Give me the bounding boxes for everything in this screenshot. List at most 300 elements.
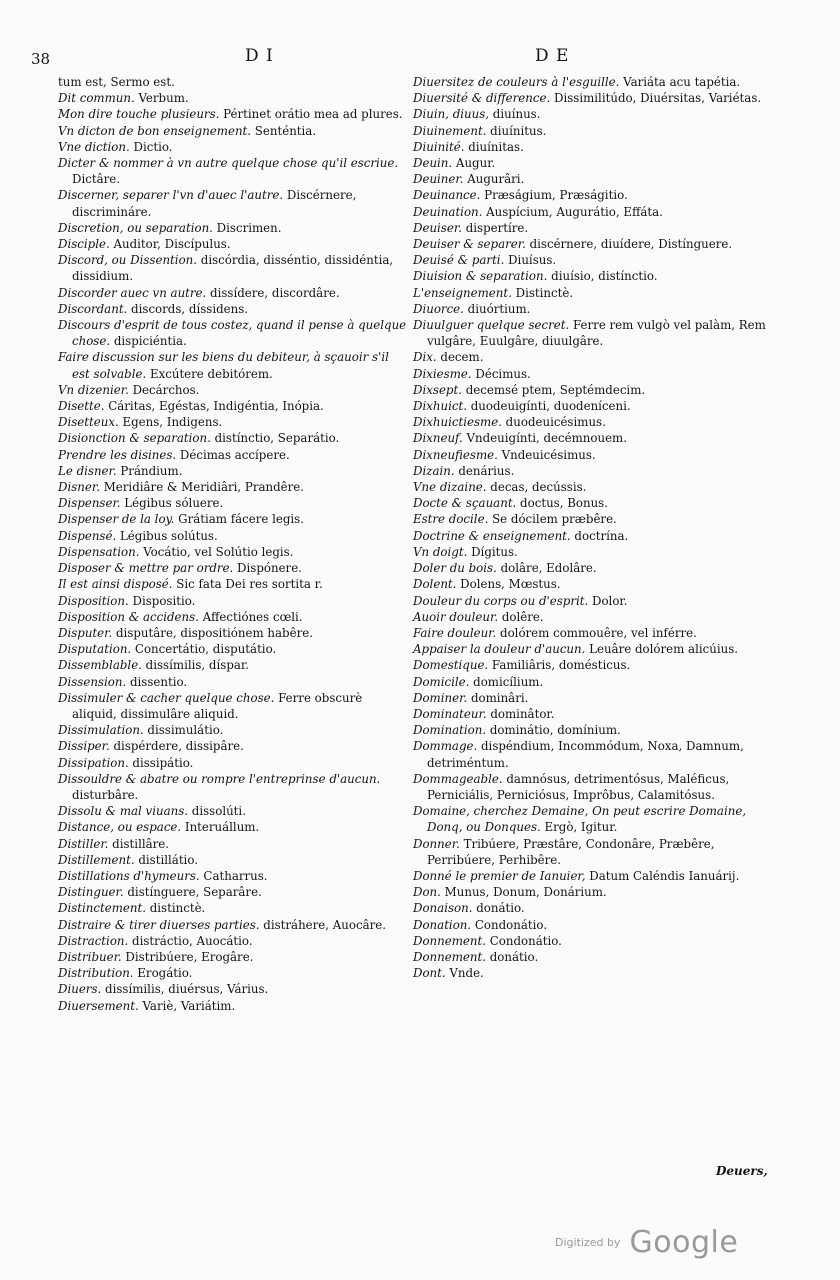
dictionary-entry: [58, 187, 410, 219]
entry-translation: distráhere, Auocâre.: [259, 917, 387, 932]
entry-translation: dispiciéntia.: [110, 334, 187, 349]
entry-headword: Dolent.: [413, 577, 457, 592]
entry-headword: Distraction.: [58, 933, 129, 948]
entry-translation: duodeuicésimus.: [501, 415, 606, 430]
dictionary-entry: [413, 463, 773, 479]
entry-translation: Diuísus.: [504, 253, 557, 268]
entry-translation: Excútere debitórem.: [146, 366, 273, 381]
right-column: [413, 74, 773, 981]
entry-headword: Vn dizenier.: [58, 382, 129, 397]
dictionary-entry: [58, 868, 410, 884]
entry-headword: Dissension.: [58, 674, 127, 689]
entry-headword: Discretion, ou separation.: [58, 220, 213, 235]
entry-translation: decemsé ptem, Septémdecim.: [461, 382, 646, 397]
dictionary-entry: [413, 495, 773, 511]
dictionary-entry: [413, 674, 773, 690]
dictionary-entry: [413, 836, 773, 868]
entry-translation: Grátiam fácere legis.: [174, 512, 304, 527]
entry-headword: Distraire & tirer diuerses parties.: [58, 917, 260, 932]
entry-headword: Deuiner.: [413, 172, 464, 187]
entry-headword: Dispenser de la loy.: [58, 512, 175, 527]
dictionary-entry: [413, 560, 773, 576]
entry-translation: Leuâre dolórem alicúius.: [585, 642, 739, 657]
entry-translation: dispertíre.: [461, 220, 529, 235]
entry-translation: Condonátio.: [471, 917, 548, 932]
entry-translation: dispérdere, dissipâre.: [109, 739, 244, 754]
dictionary-entry: [413, 576, 773, 592]
dictionary-entry: [413, 528, 773, 544]
dictionary-entry: [413, 933, 773, 949]
dictionary-entry: [58, 495, 410, 511]
entry-headword: Douleur du corps ou d'esprit.: [413, 593, 589, 608]
entry-headword: L'enseignement.: [413, 285, 512, 300]
dictionary-entry: [413, 268, 773, 284]
entry-headword: Vne diction.: [58, 139, 130, 154]
entry-headword: Diuersité & difference.: [413, 91, 551, 106]
entry-translation: donátio.: [472, 901, 525, 916]
left-column: [58, 74, 410, 1014]
entry-translation: Ferre obscurè aliquid, dissimulâre aliquid.: [72, 690, 363, 721]
entry-translation: dissídere, discordâre.: [206, 285, 340, 300]
dictionary-entry: [58, 252, 410, 284]
entry-headword: Disciple.: [58, 237, 110, 252]
entry-translation: Dolens, Mœstus.: [456, 577, 561, 592]
entry-translation: Discérnere, discrimináre.: [72, 188, 357, 219]
entry-translation: Distinctè.: [511, 285, 574, 300]
entry-translation: Sic fata Dei res sortita r.: [172, 577, 323, 592]
entry-translation: dominâtor.: [486, 706, 555, 721]
entry-translation: denárius.: [454, 463, 515, 478]
entry-headword: Deuiser & separer.: [413, 237, 526, 252]
entry-translation: Dispositio.: [128, 593, 196, 608]
entry-headword: Diuersitez de couleurs à l'esguille.: [413, 75, 620, 89]
entry-headword: Vn dicton de bon enseignement.: [58, 123, 252, 138]
entry-translation: Vndeuicésimus.: [497, 447, 596, 462]
entry-headword: Dicter & nommer à vn autre quelque chose qu'il escriue.: [58, 156, 399, 171]
entry-headword: Donnement.: [413, 933, 486, 948]
entry-headword: Discours d'esprit de tous costez, quand il pense à quelque chose.: [58, 318, 407, 349]
dictionary-entry: [413, 106, 773, 122]
dictionary-entry: [58, 981, 410, 997]
entry-translation: distínctio, Separátio.: [210, 431, 340, 446]
dictionary-entry: [413, 949, 773, 965]
entry-translation: disputâre, dispositiónem habêre.: [112, 625, 313, 640]
dictionary-entry: [413, 171, 773, 187]
entry-translation: Auspícium, Augurátio, Effáta.: [482, 204, 663, 219]
entry-headword: Vne dizaine.: [413, 480, 487, 495]
entry-translation: dissímilis, díspar.: [141, 658, 249, 673]
running-head-left: D I: [245, 46, 274, 66]
dictionary-entry: [58, 884, 410, 900]
dictionary-entry: [413, 544, 773, 560]
entry-headword: Distribuer.: [58, 949, 122, 964]
entry-translation: Vnde.: [445, 966, 484, 981]
dictionary-entry: [58, 90, 410, 106]
dictionary-entry: [413, 123, 773, 139]
catchword: Deuers,: [716, 1164, 768, 1178]
dictionary-entry: [413, 593, 773, 609]
dictionary-entry: [413, 220, 773, 236]
entry-translation: damnósus, detrimentósus, Maléficus, Perniciális, Perniciósus, Imprôbus, Calamitósus.: [427, 771, 730, 802]
dictionary-entry: [58, 285, 410, 301]
entry-translation: Variè, Variátim.: [138, 998, 236, 1013]
entry-translation: Vocátio, vel Solútio legis.: [139, 544, 294, 559]
entry-headword: Dissimulation.: [58, 723, 144, 738]
dictionary-entry: [58, 593, 410, 609]
entry-headword: Donaison.: [413, 901, 473, 916]
dictionary-entry: [58, 771, 410, 803]
entry-translation: Distribúere, Erogâre.: [121, 949, 254, 964]
dictionary-entry: [413, 657, 773, 673]
dictionary-entry: [413, 398, 773, 414]
entry-headword: Dixhuict.: [413, 399, 467, 414]
entry-translation: diuínitus.: [486, 123, 547, 138]
dictionary-entry: [413, 204, 773, 220]
entry-translation: diuísio, distínctio.: [547, 269, 658, 284]
entry-headword: Disposer & mettre par ordre.: [58, 561, 234, 576]
entry-translation: distínguere, Separâre.: [123, 885, 262, 900]
entry-headword: Diuision & separation.: [413, 269, 548, 284]
dictionary-entry: [58, 836, 410, 852]
dictionary-entry: [58, 511, 410, 527]
dictionary-entry: [413, 917, 773, 933]
entry-translation: Præságium, Præságitio.: [480, 188, 628, 203]
entry-translation: disturbâre.: [72, 787, 139, 802]
entry-headword: Deuiser.: [413, 220, 462, 235]
page-number: 38: [31, 50, 51, 68]
entry-headword: Dominer.: [413, 690, 468, 705]
dictionary-entry: [58, 690, 410, 722]
dictionary-entry: [413, 430, 773, 446]
entry-headword: Diuinité.: [413, 139, 465, 154]
entry-headword: Diuers.: [58, 982, 102, 997]
entry-translation: Datum Caléndis Ianuárij.: [585, 868, 740, 883]
dictionary-entry: [413, 90, 773, 106]
entry-translation: diuínus.: [489, 107, 541, 122]
entry-headword: Domination.: [413, 723, 487, 738]
dictionary-entry: [58, 463, 410, 479]
entry-headword: Distance, ou espace.: [58, 820, 182, 835]
dictionary-entry: [413, 236, 773, 252]
entry-headword: Discord, ou Dissention.: [58, 253, 198, 268]
dictionary-entry: [413, 511, 773, 527]
entry-headword: Dominateur.: [413, 706, 487, 721]
dictionary-entry: [413, 285, 773, 301]
entry-headword: Dissiper.: [58, 739, 110, 754]
entry-translation: dispéndium, Incommódum, Noxa, Damnum, detriméntum.: [427, 739, 744, 770]
entry-headword: Faire douleur.: [413, 625, 497, 640]
entry-translation: Augur.: [452, 156, 496, 171]
entry-headword: Distribution.: [58, 966, 134, 981]
entry-headword: Vn doigt.: [413, 544, 468, 559]
entry-headword: Diuulguer quelque secret.: [413, 318, 570, 333]
entry-headword: Disputer.: [58, 625, 113, 640]
dictionary-entry: [413, 690, 773, 706]
entry-translation: Dígitus.: [467, 544, 518, 559]
entry-translation: distillátio.: [134, 852, 198, 867]
entry-headword: Faire discussion sur les biens du debiteur, à sçauoir s'il est solvable.: [58, 350, 389, 381]
dictionary-entry: [413, 252, 773, 268]
entry-headword: Deuinance.: [413, 188, 481, 203]
entry-translation: Cáritas, Egéstas, Indigéntia, Inópia.: [104, 399, 324, 414]
entry-translation: Dolor.: [588, 593, 628, 608]
dictionary-entry: [58, 755, 410, 771]
dictionary-entry: [58, 544, 410, 560]
entry-headword: Disposition.: [58, 593, 129, 608]
dictionary-entry: [58, 139, 410, 155]
dictionary-entry: [58, 349, 410, 381]
entry-translation: dissentio.: [126, 674, 188, 689]
dictionary-entry: [413, 349, 773, 365]
dictionary-entry: [58, 74, 410, 90]
entry-translation: dissipátio.: [128, 755, 194, 770]
entry-translation: Ergò, Igitur.: [540, 820, 618, 835]
entry-translation: dissimulátio.: [143, 723, 224, 738]
entry-headword: Le disner.: [58, 463, 117, 478]
entry-headword: Dissimuler & cacher quelque chose.: [58, 690, 275, 705]
entry-translation: Dissimilitúdo, Diuérsitas, Variétas.: [550, 91, 762, 106]
dictionary-entry: [413, 155, 773, 171]
dictionary-entry: [58, 220, 410, 236]
entry-headword: Dont.: [413, 966, 446, 981]
dictionary-entry: [58, 317, 410, 349]
entry-translation: Erogátio.: [133, 966, 193, 981]
entry-headword: Donation.: [413, 917, 472, 932]
entry-translation: Variáta acu tapétia.: [619, 75, 741, 89]
entry-translation: Senténtia.: [251, 123, 317, 138]
entry-headword: Disputation.: [58, 642, 132, 657]
entry-headword: Distinguer.: [58, 885, 124, 900]
entry-translation: Décimus.: [471, 366, 531, 381]
entry-headword: Diuersement.: [58, 998, 139, 1013]
entry-headword: Deuination.: [413, 204, 483, 219]
dictionary-entry: [58, 949, 410, 965]
entry-headword: Dixneuf.: [413, 431, 463, 446]
entry-translation: Ferre rem vulgò vel palàm, Rem vulgâre, Euulgâre, diuulgâre.: [427, 318, 766, 349]
dictionary-entry: [58, 852, 410, 868]
entry-translation: Décimas accípere.: [176, 447, 290, 462]
entry-translation: Légibus sóluere.: [120, 496, 224, 511]
entry-headword: Prendre les disines.: [58, 447, 177, 462]
entry-translation: duodeuigínti, duodeníceni.: [466, 399, 631, 414]
entry-headword: Disetteux.: [58, 415, 119, 430]
entry-headword: Donné le premier de Ianuier,: [413, 868, 586, 883]
entry-translation: dominátio, domínium.: [486, 723, 621, 738]
entry-headword: Doctrine & enseignement.: [413, 528, 571, 543]
entry-translation: dolâre, Edolâre.: [496, 561, 597, 576]
entry-headword: Discerner, separer l'vn d'auec l'autre.: [58, 188, 284, 203]
entry-translation: Légibus solútus.: [116, 528, 218, 543]
dictionary-entry: [58, 917, 410, 933]
entry-translation: Interuállum.: [181, 820, 260, 835]
entry-headword: Domicile.: [413, 674, 470, 689]
entry-translation: dolêre.: [498, 609, 544, 624]
entry-translation: decas, decússis.: [486, 480, 587, 495]
dictionary-entry: [58, 414, 410, 430]
dictionary-entry: [58, 155, 410, 187]
entry-translation: Pértinet orátio mea ad plures.: [219, 107, 403, 122]
entry-headword: Dispenser.: [58, 496, 121, 511]
entry-translation: doctus, Bonus.: [516, 496, 608, 511]
dictionary-entry: [58, 301, 410, 317]
dictionary-entry: [58, 609, 410, 625]
entry-translation: distillâre.: [108, 836, 170, 851]
entry-translation: Condonátio.: [486, 933, 562, 948]
entry-headword: Domestique.: [413, 658, 489, 673]
entry-translation: Se dócilem præbêre.: [488, 512, 617, 527]
dictionary-entry: [58, 382, 410, 398]
entry-headword: Distillement.: [58, 852, 135, 867]
dictionary-entry: [413, 609, 773, 625]
dictionary-entry: [58, 819, 410, 835]
entry-translation: Meridiâre & Meridiâri, Prandêre.: [99, 480, 305, 495]
dictionary-entry: [58, 528, 410, 544]
entry-translation: Egens, Indigens.: [118, 415, 223, 430]
dictionary-entry: [413, 366, 773, 382]
dictionary-entry: [413, 625, 773, 641]
entry-translation: Verbum.: [134, 91, 189, 106]
dictionary-entry: [58, 641, 410, 657]
entry-translation: Dispónere.: [233, 561, 302, 576]
entry-translation: dissímilis, diuérsus, Várius.: [101, 982, 269, 997]
entry-headword: Dissemblable.: [58, 658, 142, 673]
entry-headword: Diuin, diuus,: [413, 107, 490, 122]
dictionary-entry: [413, 803, 773, 835]
entry-headword: Dixneufiesme.: [413, 447, 498, 462]
dictionary-entry: [58, 123, 410, 139]
entry-headword: Domaine, cherchez Demaine, On peut escrire Domaine, Donq, ou Donques.: [413, 804, 747, 835]
digitized-by-google-watermark: [555, 1225, 738, 1260]
entry-translation: Vndeuigínti, decémnouem.: [462, 431, 627, 446]
entry-headword: Dommageable.: [413, 771, 503, 786]
entry-headword: Donnement.: [413, 949, 486, 964]
entry-headword: Disposition & accidens.: [58, 609, 199, 624]
dictionary-entry: [413, 479, 773, 495]
entry-headword: Diuinement.: [413, 123, 487, 138]
dictionary-entry: [58, 657, 410, 673]
entry-translation: Augurâri.: [463, 172, 525, 187]
dictionary-entry: [58, 738, 410, 754]
entry-translation: Dictâre.: [72, 172, 120, 187]
entry-headword: Don.: [413, 885, 441, 900]
dictionary-entry: [58, 674, 410, 690]
dictionary-entry: [58, 106, 410, 122]
entry-headword: Disionction & separation.: [58, 431, 211, 446]
entry-translation: Concertátio, disputátio.: [131, 642, 277, 657]
running-head-right: D E: [535, 46, 570, 66]
entry-translation: discérnere, diuídere, Distínguere.: [525, 237, 733, 252]
entry-headword: Distillations d'hymeurs.: [58, 868, 200, 883]
entry-headword: Estre docile.: [413, 512, 489, 527]
dictionary-entry: [413, 884, 773, 900]
dictionary-entry: [413, 301, 773, 317]
dictionary-entry: [413, 738, 773, 770]
dictionary-entry: [58, 900, 410, 916]
dictionary-entry: [413, 706, 773, 722]
entry-translation: Catharrus.: [199, 868, 268, 883]
entry-headword: Disette.: [58, 399, 105, 414]
entry-translation: decem.: [436, 350, 484, 365]
entry-headword: Dizain.: [413, 463, 455, 478]
entry-headword: Dommage.: [413, 739, 478, 754]
entry-headword: Dispensé.: [58, 528, 117, 543]
entry-translation: discórdia, disséntio, dissidéntia, dissidium.: [72, 253, 394, 284]
dictionary-entry: [58, 430, 410, 446]
dictionary-entry: [58, 965, 410, 981]
entry-headword: Distinctement.: [58, 901, 146, 916]
entry-translation: diuínitas.: [464, 139, 524, 154]
entry-translation: Prándium.: [116, 463, 183, 478]
dictionary-entry: [413, 722, 773, 738]
entry-headword: Dissipation.: [58, 755, 129, 770]
entry-translation: distráctio, Auocátio.: [128, 933, 253, 948]
entry-headword: Dit commun.: [58, 91, 135, 106]
dictionary-entry: [413, 641, 773, 657]
entry-headword: Dixhuictiesme.: [413, 415, 502, 430]
entry-headword: Dispensation.: [58, 544, 140, 559]
dictionary-entry: [413, 317, 773, 349]
dictionary-entry: [413, 382, 773, 398]
entry-headword: Deuisé & parti.: [413, 253, 505, 268]
dictionary-entry: [58, 479, 410, 495]
entry-headword: Distiller.: [58, 836, 109, 851]
dictionary-entry: [58, 236, 410, 252]
entry-headword: Auoir douleur.: [413, 609, 499, 624]
entry-translation: Affectiónes cœli.: [198, 609, 303, 624]
dictionary-entry: [413, 900, 773, 916]
entry-translation: donátio.: [486, 949, 539, 964]
watermark-small-text: Digitized by: [555, 1236, 621, 1249]
dictionary-entry: [58, 933, 410, 949]
entry-translation: distinctè.: [145, 901, 206, 916]
entry-translation: Familiâris, domésticus.: [488, 658, 631, 673]
dictionary-entry: [58, 625, 410, 641]
dictionary-entry: [413, 771, 773, 803]
entry-translation: dominâri.: [467, 690, 529, 705]
dictionary-entry: [413, 414, 773, 430]
entry-translation: doctrína.: [570, 528, 629, 543]
entry-translation: Tribúere, Præstâre, Condonâre, Præbêre, Perribúere, Perhibêre.: [427, 836, 715, 867]
entry-headword: Deuin.: [413, 156, 453, 171]
google-logo: Google: [629, 1225, 739, 1260]
dictionary-entry: [413, 447, 773, 463]
dictionary-entry: [413, 187, 773, 203]
entry-headword: Mon dire touche plusieurs.: [58, 107, 220, 122]
dictionary-entry: [58, 722, 410, 738]
entry-translation: Auditor, Discípulus.: [109, 237, 231, 252]
entry-translation: tum est, Sermo est.: [58, 75, 175, 89]
entry-headword: Diuorce.: [413, 301, 464, 316]
dictionary-entry: [58, 447, 410, 463]
entry-translation: dissolúti.: [188, 804, 246, 819]
entry-headword: Dissolu & mal viuans.: [58, 804, 189, 819]
entry-headword: Disner.: [58, 480, 100, 495]
entry-headword: Discordant.: [58, 301, 128, 316]
dictionary-entry: [413, 139, 773, 155]
dictionary-entry: [413, 965, 773, 981]
entry-translation: Decárchos.: [128, 382, 200, 397]
dictionary-entry: [58, 803, 410, 819]
dictionary-entry: [58, 398, 410, 414]
dictionary-entry: [58, 998, 410, 1014]
dictionary-entry: [58, 576, 410, 592]
dictionary-entry: [413, 74, 773, 90]
entry-headword: Docte & sçauant.: [413, 496, 517, 511]
entry-translation: dolórem commouêre, vel inférre.: [496, 625, 697, 640]
entry-headword: Dixiesme.: [413, 366, 472, 381]
entry-translation: domicílium.: [469, 674, 544, 689]
entry-headword: Discorder auec vn autre.: [58, 285, 207, 300]
